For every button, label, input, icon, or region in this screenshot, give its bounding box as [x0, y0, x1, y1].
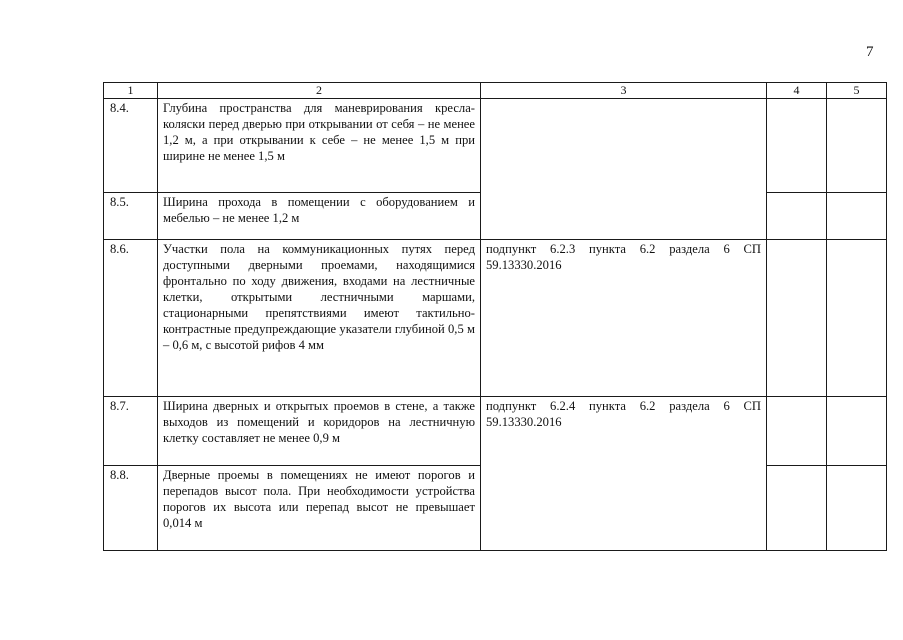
page-number: 7 [866, 44, 874, 60]
column-header: 3 [481, 83, 767, 99]
item-reference: подпункт 6.2.4 пункта 6.2 раздела 6 СП 59.13330.2016 [481, 397, 767, 551]
column-4-cell [767, 397, 827, 466]
item-number: 8.5. [104, 193, 158, 240]
column-4-cell [767, 240, 827, 397]
item-text: Ширина прохода в помещении с оборудованием и мебелью – не менее 1,2 м [158, 193, 481, 240]
item-text: Дверные проемы в помещениях не имеют порогов и перепадов высот пола. При необходимости устройства порогов их высота или перепад высот не превышает 0,014 м [158, 466, 481, 551]
item-number: 8.7. [104, 397, 158, 466]
column-4-cell [767, 99, 827, 193]
column-5-cell [827, 193, 887, 240]
column-4-cell [767, 466, 827, 551]
column-header: 4 [767, 83, 827, 99]
item-reference: подпункт 6.2.3 пункта 6.2 раздела 6 СП 59.13330.2016 [481, 240, 767, 397]
table-row [104, 99, 887, 193]
column-header: 5 [827, 83, 887, 99]
column-5-cell [827, 99, 887, 193]
item-text: Участки пола на коммуникационных путях перед доступными дверными проемами, находящимися фронтально по ходу движения, входами на лестничные клетки, открытыми лестничными маршами, стационарными препятствиями имеют тактильно-контрастные предупреждающие указатели глубиной 0,5 м – 0,6 м, с высотой рифов 4 мм [158, 240, 481, 397]
item-text: Ширина дверных и открытых проемов в стене, а также выходов из помещений и коридоров на лестничную клетку составляет не менее 0,9 м [158, 397, 481, 466]
item-number: 8.6. [104, 240, 158, 397]
table-row [104, 240, 887, 397]
item-reference [481, 99, 767, 240]
table-header-row [104, 83, 887, 99]
column-4-cell [767, 193, 827, 240]
item-number: 8.8. [104, 466, 158, 551]
item-number: 8.4. [104, 99, 158, 193]
column-5-cell [827, 240, 887, 397]
column-5-cell [827, 466, 887, 551]
column-5-cell [827, 397, 887, 466]
table-row [104, 397, 887, 466]
column-header: 2 [158, 83, 481, 99]
column-header: 1 [104, 83, 158, 99]
item-text: Глубина пространства для маневрирования кресла-коляски перед дверью при открывании от себя – не менее 1,2 м, а при открывании к себе – не менее 1,5 м при ширине не менее 1,5 м [158, 99, 481, 193]
requirements-table [103, 82, 887, 551]
